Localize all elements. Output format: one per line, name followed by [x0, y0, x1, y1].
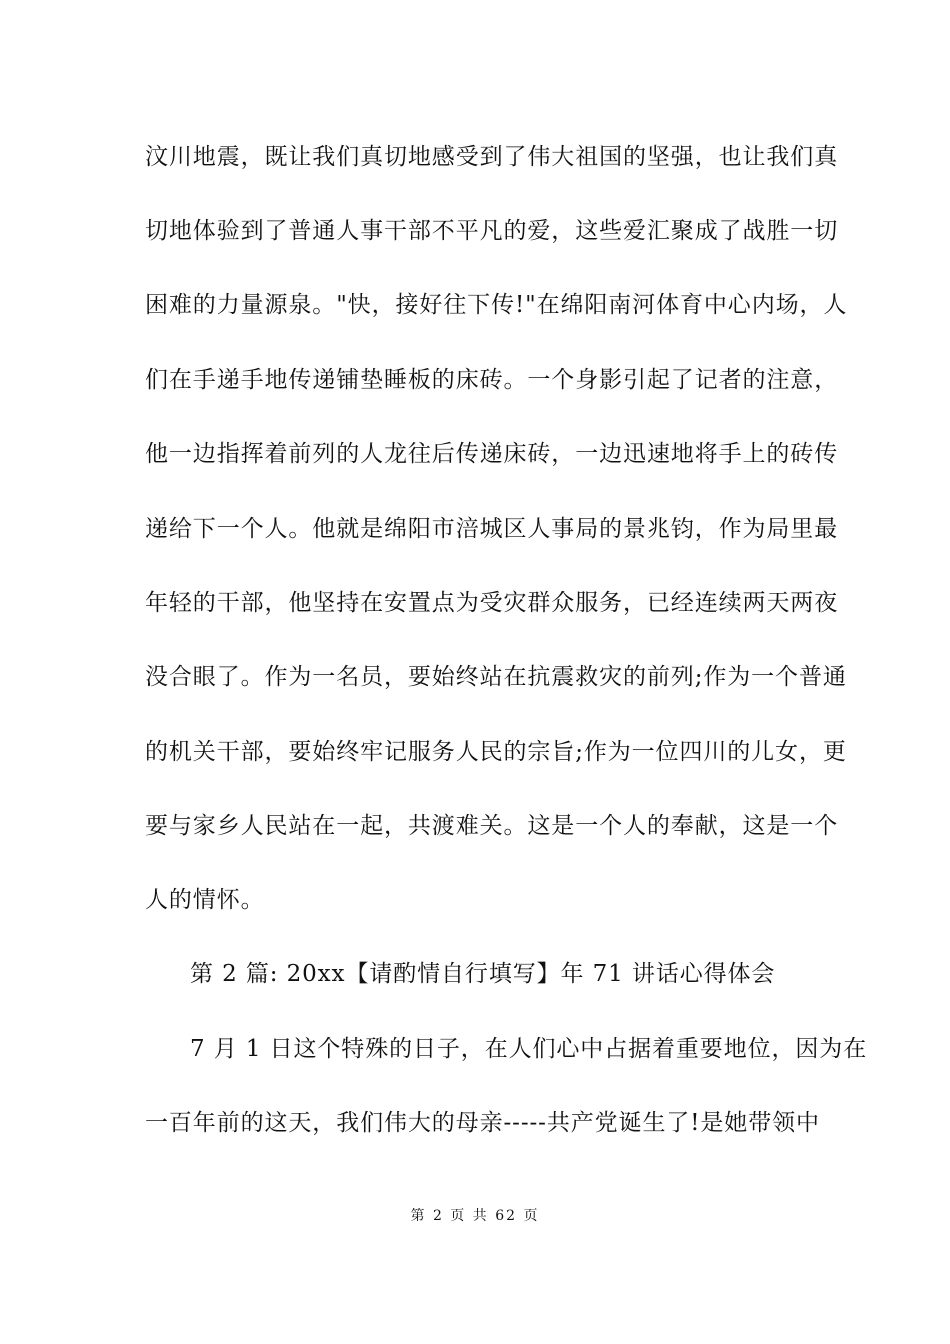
body-text-line-last: 人的情怀。 [145, 887, 265, 913]
body-text-line: 年轻的干部，他坚持在安置点为受灾群众服务，已经连续两天两夜 [145, 590, 839, 616]
section-title: 第 2 篇: 20xx【请酌情自行填写】年 71 讲话心得体会 [190, 961, 776, 987]
body-text-line: 困难的力量源泉。"快，接好往下传!"在绵阳南河体育中心内场，人 [145, 292, 848, 318]
body-text-line: 一百年前的这天，我们伟大的母亲-----共产党诞生了!是她带领中 [145, 1110, 820, 1136]
body-text-line: 要与家乡人民站在一起，共渡难关。这是一个人的奉献，这是一个 [145, 813, 839, 839]
body-text-line: 们在手递手地传递铺垫睡板的床砖。一个身影引起了记者的注意， [145, 367, 839, 393]
body-text-line: 7 月 1 日这个特殊的日子，在人们心中占据着重要地位，因为在 [190, 1036, 868, 1062]
page-number-footer: 第 2 页 共 62 页 [410, 1208, 540, 1224]
body-text-line: 的机关干部，要始终牢记服务人民的宗旨;作为一位四川的儿女，更 [145, 739, 847, 765]
body-text-line: 切地体验到了普通人事干部不平凡的爱，这些爱汇聚成了战胜一切 [145, 218, 839, 244]
body-text-line: 他一边指挥着前列的人龙往后传递床砖，一边迅速地将手上的砖传 [145, 441, 839, 467]
body-text-line: 汶川地震，既让我们真切地感受到了伟大祖国的坚强，也让我们真 [145, 144, 839, 170]
body-text-line: 没合眼了。作为一名员，要始终站在抗震救灾的前列;作为一个普通 [145, 664, 847, 690]
body-text-line: 递给下一个人。他就是绵阳市涪城区人事局的景兆钧，作为局里最 [145, 516, 839, 542]
